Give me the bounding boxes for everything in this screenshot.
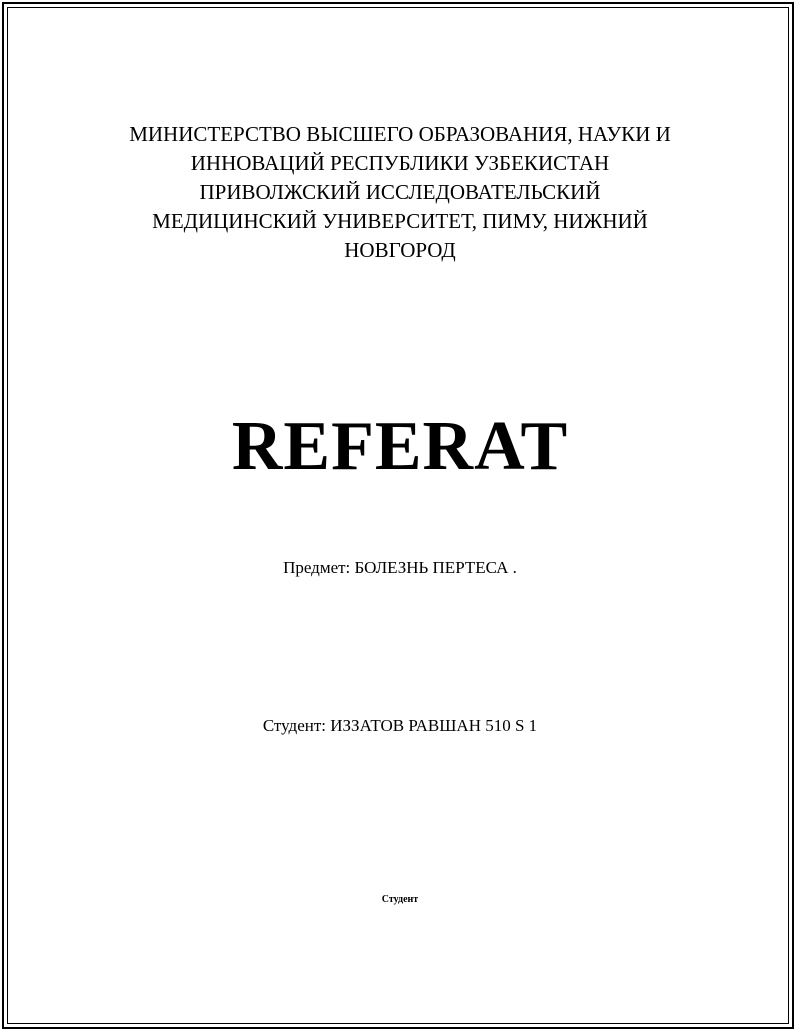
footer-student-label: Студент — [381, 894, 419, 905]
institution-line: МИНИСТЕРСТВО ВЫСШЕГО ОБРАЗОВАНИЯ, НАУКИ И — [129, 122, 671, 146]
document-title: REFERAT — [231, 408, 569, 485]
student-line: Студент: ИЗЗАТОВ РАВШАН 510 S 1 — [262, 716, 538, 735]
institution-heading — [0, 120, 800, 265]
institution-line: МЕДИЦИНСКИЙ УНИВЕРСИТЕТ, ПИМУ, НИЖНИЙ — [152, 209, 648, 233]
institution-line: НОВГОРОД — [344, 238, 456, 262]
institution-line: ПРИВОЛЖСКИЙ ИССЛЕДОВАТЕЛЬСКИЙ — [199, 180, 601, 204]
subject-line: Предмет: БОЛЕЗНЬ ПЕРТЕСА . — [283, 558, 517, 577]
institution-line: ИННОВАЦИЙ РЕСПУБЛИКИ УЗБЕКИСТАН — [190, 151, 610, 175]
